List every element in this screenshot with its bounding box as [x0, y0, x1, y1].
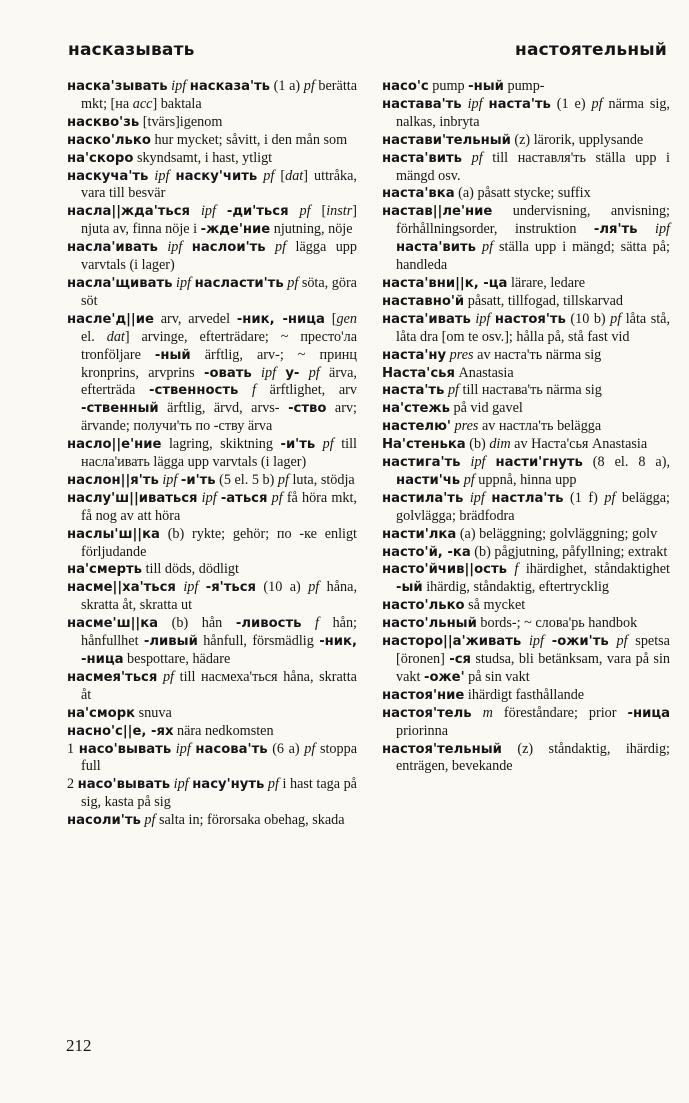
- dictionary-entry: [382, 597, 670, 615]
- dictionary-entry: [67, 275, 357, 311]
- headword: наста'вни||к, -ца: [382, 275, 508, 291]
- definition-text: ihärdigt fasthållande: [464, 686, 585, 703]
- definition-text: ihärdig, ståndaktig, eftertrycklig: [422, 579, 609, 596]
- dictionary-entry: [67, 114, 357, 132]
- headword: наскуча'ть: [67, 168, 149, 184]
- headword: насто'льный: [382, 616, 477, 632]
- definition-text: lagring, skiktning: [161, 436, 281, 453]
- grammar-label: pf: [610, 310, 622, 327]
- headword: насла'ивать: [67, 240, 158, 256]
- dictionary-entry: [382, 132, 670, 150]
- grammar-label: instr: [326, 203, 353, 220]
- dictionary-entry: [382, 347, 670, 365]
- headword: насно'с||е, -ях: [67, 723, 174, 739]
- definition-text: (1 f): [563, 489, 605, 506]
- form: -ник, -ница: [236, 311, 325, 327]
- form: -ница: [627, 705, 670, 721]
- form: насу'нуть: [192, 777, 265, 793]
- definition-text: belägga; golvlägga; brädfodra: [396, 489, 670, 524]
- definition-text: skyndsamt, i hast, ytligt: [133, 149, 273, 166]
- grammar-label: pf: [304, 740, 316, 757]
- grammar-label: pf: [267, 489, 283, 506]
- headword: насла||жда'ться: [67, 204, 190, 220]
- form: -и'ть: [280, 437, 316, 453]
- headword: насле'д||ие: [67, 311, 154, 327]
- grammar-label: pf: [140, 812, 156, 829]
- definition-text: salta in; förorsaka obehag, skada: [155, 812, 345, 829]
- definition-text: (8 el. 8 a),: [582, 454, 670, 471]
- headword: настави'тельный: [382, 132, 511, 148]
- definition-text: låta stå, låta dra [om te osv.]; hålla på, stå fast vid: [396, 310, 670, 345]
- dictionary-entry: [67, 132, 357, 150]
- form: насказа'ть: [189, 79, 271, 94]
- grammar-label: acc: [132, 95, 153, 112]
- definition-text: (10 b): [565, 310, 611, 327]
- headword: насмея'ться: [67, 669, 158, 685]
- definition-text: (b) hån: [158, 615, 236, 632]
- definition-text: (1 a): [270, 78, 304, 94]
- definition-text: snuva: [135, 704, 172, 721]
- dictionary-entry: [67, 203, 357, 239]
- headword: наста'вить: [382, 150, 462, 166]
- definition-text: ärftlighet, arv: [269, 382, 357, 399]
- form: у-: [285, 365, 300, 381]
- definition-text: arv, arvedel: [153, 310, 237, 327]
- definition-text: närma sig, nalkas, inbryta: [396, 95, 670, 130]
- dictionary-entry: [382, 436, 670, 454]
- definition-text: (6 a): [267, 740, 305, 757]
- dictionary-entry: [382, 741, 670, 777]
- form: насти'чь: [396, 472, 461, 488]
- form: -ожи'ть: [551, 634, 609, 650]
- dictionary-entry: [382, 365, 670, 383]
- headword: насти'лка: [382, 526, 457, 542]
- definition-text: [: [324, 310, 337, 327]
- definition-text: ärva, efterträda: [81, 364, 357, 399]
- headword: наста'ну: [382, 347, 447, 363]
- grammar-label: gen: [336, 310, 357, 327]
- form: насова'ть: [195, 741, 268, 757]
- definition-text: (b): [465, 436, 490, 453]
- grammar-label: pf: [460, 471, 475, 488]
- dictionary-entry: [382, 561, 670, 597]
- dictionary-entry: [67, 526, 357, 562]
- grammar-label: ipf: [171, 740, 196, 757]
- form: -ство: [288, 401, 327, 417]
- dictionary-entry: [382, 418, 670, 436]
- form: наску'чить: [175, 168, 258, 184]
- dictionary-entry: [67, 472, 357, 490]
- headword: наслон||я'ть: [67, 472, 159, 488]
- dictionary-entry: [382, 687, 670, 705]
- definition-text: [tvärs]igenom: [139, 113, 223, 130]
- definition-text: (1 e): [550, 95, 592, 112]
- headword: настоя'тель: [382, 705, 472, 721]
- definition-text: ihärdighet, ståndaktighet: [525, 561, 670, 578]
- definition-text: på vid gavel: [449, 400, 523, 417]
- dictionary-entry: [67, 436, 357, 472]
- definition-text: lägga upp varvtals (i lager): [81, 239, 357, 274]
- definition-text: ] njuta av, finna nöje i: [81, 203, 357, 238]
- right-column: [382, 78, 670, 776]
- grammar-label: ipf: [172, 274, 195, 291]
- dictionary-entry: [382, 615, 670, 633]
- grammar-label: pf: [157, 668, 174, 685]
- form: -ся: [449, 652, 472, 667]
- form: -ный: [468, 79, 504, 94]
- form: -ливый: [143, 634, 198, 650]
- definition-text: av Наста'сья Anastasia: [510, 436, 648, 453]
- definition-text: till döds, dödligt: [142, 561, 239, 578]
- form: насти'гнуть: [495, 455, 583, 471]
- dictionary-entry: [67, 579, 357, 615]
- headword: насме||ха'ться: [67, 580, 176, 596]
- form: -ник, -ница: [81, 634, 357, 667]
- headword: на'смерть: [67, 562, 143, 578]
- definition-text: till насмеха'ться håna, skratta åt: [81, 668, 357, 703]
- form: -ый: [396, 580, 423, 596]
- dictionary-entry: [67, 669, 357, 705]
- definition-text: pump: [428, 78, 469, 94]
- dictionary-entry: [382, 293, 670, 311]
- grammar-label: ipf: [197, 489, 221, 506]
- dictionary-entry: [382, 96, 670, 132]
- definition-text: njutning, nöje: [270, 221, 353, 238]
- page-number: 212: [66, 1036, 92, 1055]
- form: наста'ть: [488, 96, 551, 112]
- dictionary-entry: [382, 275, 670, 293]
- dictionary-entry: [67, 615, 357, 669]
- definition-text: (a) beläggning; golvläggning; golv: [456, 525, 658, 542]
- headword: на'стежь: [382, 401, 450, 417]
- grammar-label: pf: [308, 579, 320, 596]
- headword: наскво'зь: [67, 114, 140, 130]
- headword: насторо||а'живать: [382, 634, 522, 650]
- form: -ственный: [81, 401, 159, 417]
- definition-text: hånfull, försmädlig: [197, 633, 320, 650]
- definition-text: till наставля'ть ställa upp i mängd osv.: [396, 149, 670, 184]
- grammar-label: ipf: [251, 364, 286, 381]
- form: -аться: [220, 490, 268, 506]
- headword: насла'щивать: [67, 275, 173, 291]
- definition-text: (b) rykte; gehör; по -ке enligt förljudande: [81, 525, 357, 560]
- grammar-label: f: [238, 382, 270, 399]
- grammar-label: ipf: [170, 776, 193, 793]
- guide-word-right: настоятельный: [515, 40, 667, 60]
- dictionary-entry: [67, 812, 357, 830]
- left-column: [67, 78, 357, 830]
- grammar-label: pf: [461, 149, 483, 166]
- definition-text: studsa, bli betänksam, vara på sin vakt: [396, 651, 670, 685]
- definition-text: håna, skratta åt, skratta ut: [81, 579, 357, 614]
- grammar-label: pf: [475, 239, 494, 256]
- grammar-label: pf: [591, 95, 603, 112]
- headword: наслу'ш||иваться: [67, 490, 198, 506]
- definition-text: (b) pågjutning, påfyllning; extrakt: [470, 543, 668, 560]
- definition-text: söta, göra söt: [81, 274, 357, 309]
- headword: наста'вка: [382, 186, 455, 202]
- grammar-label: ipf: [521, 633, 552, 650]
- definition-text: hån; hånfullhet: [81, 615, 357, 650]
- definition-text: (a) påsatt stycke; suffix: [454, 185, 591, 202]
- definition-text: (5 el. 5 b): [215, 471, 278, 488]
- dictionary-entry: [382, 311, 670, 347]
- headword: на'сморк: [67, 705, 136, 721]
- form: настла'ть: [491, 490, 564, 506]
- definition-text: hur mycket; såvitt, i den mån som: [150, 131, 348, 148]
- dictionary-entry: [67, 741, 357, 777]
- definition-text: påsatt, tillfogad, tillskarvad: [464, 292, 623, 309]
- form: наста'вить: [396, 240, 476, 256]
- grammar-label: ipf: [637, 221, 670, 238]
- definition-text: priorinna: [396, 722, 449, 739]
- dictionary-entry: [67, 168, 357, 204]
- definition-text: på sin vakt: [464, 668, 530, 685]
- grammar-label: pf: [315, 436, 334, 453]
- grammar-label: pf: [288, 203, 322, 220]
- headword: настига'ть: [382, 455, 461, 471]
- form: -ля'ть: [593, 222, 638, 238]
- definition-text: undervisning, anvisning; förhållningsorder, instruktion: [396, 203, 670, 238]
- form: -ди'ться: [226, 204, 289, 220]
- definition-text: (z) lärorik, upplysande: [510, 131, 644, 148]
- headword: наслы'ш||ка: [67, 526, 160, 542]
- definition-text: 2: [67, 776, 78, 793]
- form: -ственность: [149, 383, 239, 399]
- definition-text: så mycket: [464, 597, 526, 614]
- definition-text: [: [280, 167, 286, 184]
- dictionary-entry: [67, 311, 357, 436]
- dictionary-entry: [382, 382, 670, 400]
- grammar-label: ipf: [470, 310, 495, 327]
- headword: настила'ть: [382, 490, 464, 506]
- definition-text: ] arvinge, efterträdare; ~ престо'ла tronföljare: [81, 328, 357, 363]
- definition-text: ] uttråka, vara till besvär: [81, 167, 357, 202]
- dictionary-entry: [382, 490, 670, 526]
- grammar-label: ipf: [157, 239, 192, 256]
- grammar-label: ipf: [460, 454, 496, 471]
- definition-text: arv; ärvande; получи'ть по -ству ärva: [81, 400, 357, 435]
- definition-text: pump-: [503, 78, 545, 94]
- definition-text: ärftlig, arv-; ~ принц kronprins, arvprins: [81, 346, 357, 381]
- dictionary-entry: [382, 185, 670, 203]
- definition-text: (z) ståndaktig, ihärdig; enträgen, bevekande: [396, 740, 670, 775]
- definition-text: luta, stödja: [288, 471, 355, 488]
- headword: наста'ть: [382, 383, 445, 399]
- form: -оже': [423, 669, 465, 685]
- grammar-label: pf: [444, 382, 459, 399]
- dictionary-entry: [67, 723, 357, 741]
- definition-text: bespottare, hädare: [123, 651, 231, 667]
- dictionary-entry: [67, 78, 357, 114]
- definition-text: uppnå, hinna upp: [474, 471, 577, 488]
- definition-text: stoppa full: [81, 740, 358, 775]
- form: -ный: [154, 347, 191, 363]
- form: -овать: [204, 365, 252, 381]
- definition-text: spetsa [öronen]: [396, 633, 670, 667]
- grammar-label: pf: [604, 489, 616, 506]
- dictionary-entry: [67, 490, 357, 526]
- headword: насоли'ть: [67, 813, 141, 829]
- form: наслои'ть: [191, 240, 266, 256]
- grammar-label: pf: [277, 471, 289, 488]
- dictionary-entry: [382, 150, 670, 186]
- grammar-label: dat: [285, 167, 304, 184]
- grammar-label: pf: [303, 78, 315, 94]
- definition-text: ärftlig, ärvd, arvs-: [158, 400, 289, 417]
- definition-text: ] baktala: [152, 95, 202, 112]
- definition-text: [: [321, 203, 327, 220]
- grammar-label: f: [506, 561, 526, 578]
- headword: насто'йчив||ость: [382, 562, 507, 578]
- form: -и'ть: [180, 472, 216, 488]
- headword: наставно'й: [382, 293, 465, 309]
- grammar-label: dim: [489, 436, 511, 453]
- headword: На'стенька: [382, 437, 466, 453]
- headword: настелю': [382, 419, 451, 435]
- headword: настава'ть: [382, 96, 462, 112]
- grammar-label: ipf: [148, 167, 176, 184]
- grammar-label: pf: [257, 167, 281, 184]
- grammar-label: ipf: [175, 579, 206, 596]
- grammar-label: pf: [264, 776, 279, 793]
- headword: насло||е'ние: [67, 437, 162, 453]
- grammar-label: pf: [299, 364, 320, 381]
- headword: настоя'ние: [382, 687, 465, 703]
- dictionary-entry: [382, 633, 670, 687]
- definition-text: av наста'ть närma sig: [473, 346, 602, 363]
- headword: насто'лько: [382, 598, 465, 614]
- definition-text: i hast taga på sig, kasta på sig: [81, 776, 357, 811]
- form: -я'ться: [205, 580, 256, 596]
- dictionary-entry: [67, 150, 357, 168]
- grammar-label: pf: [265, 239, 287, 256]
- dictionary-entry: [67, 561, 357, 579]
- headword: на'скоро: [67, 150, 134, 166]
- definition-text: berätta mkt; [на: [81, 78, 358, 112]
- grammar-label: ipf: [167, 78, 190, 94]
- grammar-label: ipf: [461, 95, 489, 112]
- grammar-label: m: [471, 704, 504, 721]
- dictionary-entry: [67, 776, 357, 812]
- dictionary-entry: [67, 239, 357, 275]
- definition-text: få höra mkt, få nog av att höra: [81, 489, 357, 524]
- grammar-label: pres: [450, 418, 479, 435]
- definition-text: lärare, ledare: [507, 274, 586, 291]
- headword: насо'вывать: [77, 777, 171, 793]
- grammar-label: ipf: [190, 203, 227, 220]
- dictionary-entry: [382, 203, 670, 275]
- definition-text: föreståndare; prior: [503, 704, 628, 721]
- headword: наска'зывать: [67, 79, 168, 94]
- headword: настоя'тельный: [382, 741, 502, 757]
- headword: насме'ш||ка: [67, 616, 159, 632]
- definition-text: till настава'ть närma sig: [458, 382, 602, 399]
- form: -жде'ние: [200, 222, 271, 238]
- dictionary-entry: [382, 526, 670, 544]
- dictionary-entry: [382, 454, 670, 490]
- form: насласти'ть: [194, 275, 284, 291]
- definition-text: nära nedkomsten: [173, 722, 274, 739]
- definition-text: ställa upp i mängd; sätta på; handleda: [396, 239, 670, 274]
- grammar-label: ipf: [463, 489, 492, 506]
- definition-text: Anastasia: [454, 364, 514, 381]
- headword: насо'вывать: [78, 741, 172, 757]
- grammar-label: f: [301, 615, 333, 632]
- headword: наско'лько: [67, 132, 151, 148]
- dictionary-entry: [67, 705, 357, 723]
- grammar-label: pres: [446, 346, 474, 363]
- dictionary-entry: [382, 705, 670, 741]
- definition-text: el.: [81, 328, 107, 345]
- headword: насо'с: [382, 79, 429, 94]
- grammar-label: pf: [283, 274, 299, 291]
- grammar-label: ipf: [158, 471, 181, 488]
- headword: Наста'сья: [382, 365, 455, 381]
- grammar-label: pf: [608, 633, 628, 650]
- definition-text: av настла'ть belägga: [478, 418, 602, 435]
- guide-word-left: насказывать: [68, 40, 195, 60]
- dictionary-entry: [382, 400, 670, 418]
- grammar-label: dat: [106, 328, 125, 345]
- definition-text: 1: [67, 740, 79, 757]
- dictionary-entry: [382, 78, 670, 96]
- headword: настав||ле'ние: [382, 204, 493, 220]
- headword: наста'ивать: [382, 311, 471, 327]
- dictionary-entry: [382, 544, 670, 562]
- form: -ливость: [235, 616, 302, 632]
- definition-text: till насла'ивать lägga upp varvtals (i lager): [81, 436, 357, 471]
- definition-text: bords-; ~ слова'рь handbok: [476, 615, 638, 632]
- definition-text: (10 a): [255, 579, 309, 596]
- headword: насто'й, -ка: [382, 544, 471, 560]
- form: настоя'ть: [494, 311, 566, 327]
